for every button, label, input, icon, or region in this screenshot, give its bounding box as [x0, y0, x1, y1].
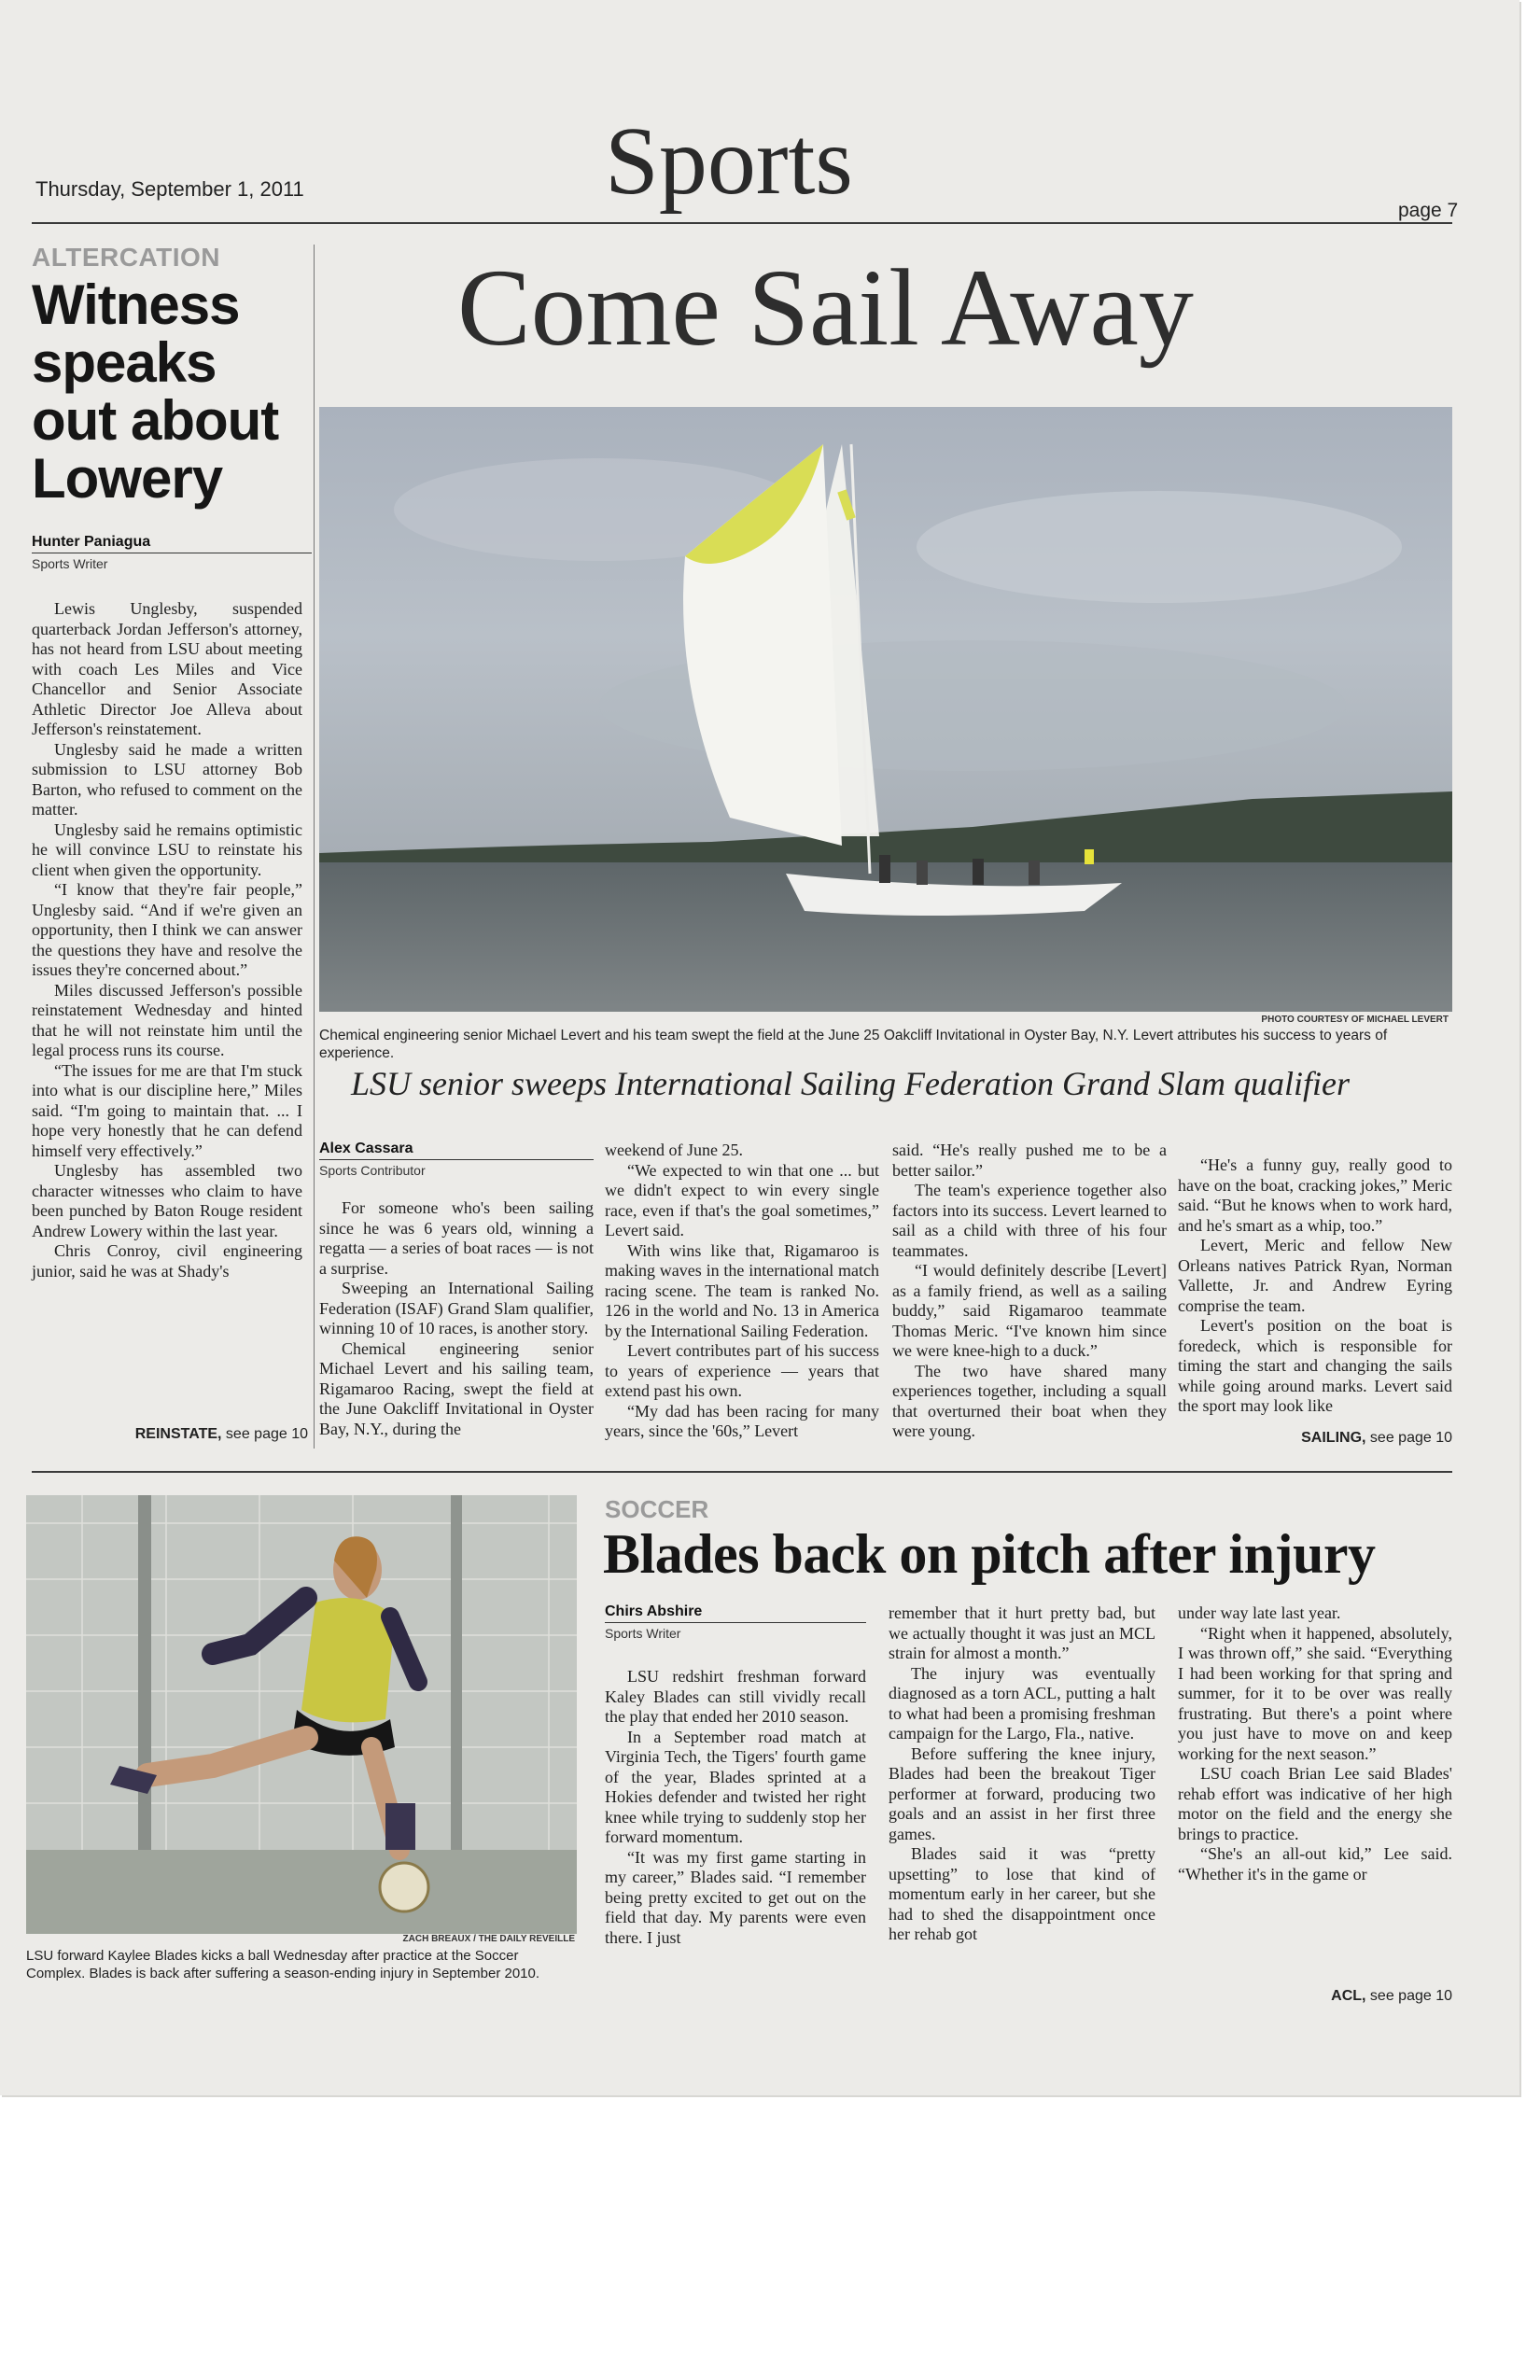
paragraph: LSU coach Brian Lee said Blades' rehab effort was indicative of her high motor on the field and the energy she brings to practice. [1178, 1764, 1452, 1843]
bottom-headline: Blades back on pitch after injury [603, 1523, 1376, 1585]
paragraph: Unglesby has assembled two character witnesses who claim to have been punched by Baton Rouge resident Andrew Lowery within the last year. [32, 1161, 302, 1240]
paragraph: LSU redshirt freshman forward Kaley Blades can still vividly recall the play that ended her 2010 season. [605, 1667, 866, 1726]
bottom-col-1 [605, 1667, 866, 1948]
paragraph: “We expected to win that one ... but we didn't expect to win every single race, even if that's the goal sometimes,” Levert said. [605, 1160, 879, 1239]
left-headline-line: out about [32, 389, 279, 452]
paragraph: “The issues for me are that I'm stuck into what is our discipline here,” Miles said. “I'm going to maintain that. ... I hope very honestly that he can defend himself very effectively.” [32, 1060, 302, 1160]
paragraph: “I would definitely describe [Levert] as a family friend, as well as a sailing buddy,” said Rigamaroo teammate Thomas Meric. “I've known him since we were knee-high to a duck.” [892, 1261, 1167, 1360]
left-headline-line: Lowery [32, 447, 223, 510]
paragraph: Before suffering the knee injury, Blades had been the breakout Tiger performer at forward, producing two goals and an assist in her first three games. [889, 1743, 1155, 1843]
left-headline [32, 273, 312, 510]
paragraph: The team's experience together also factors into its success. Levert learned to sail as a child with three of his four teammates. [892, 1181, 1167, 1260]
jump-page: see page 10 [1369, 1430, 1452, 1446]
soccer-photo-credit: ZACH BREAUX / THE DAILY REVEILLE [402, 1934, 575, 1944]
jump-page: see page 10 [225, 1426, 308, 1442]
sailing-photo [319, 407, 1452, 1012]
left-column-rule [314, 245, 315, 1449]
soccer-photo [26, 1495, 577, 1934]
main-jump-line [1178, 1430, 1452, 1447]
left-headline-line: Witness [32, 273, 240, 336]
sailing-photo-caption: Chemical engineering senior Michael Levert and his team swept the field at the June 25 Oakcliff Invitational in Oyster Bay, N.Y. Levert attributes his success to years of experience. [319, 1028, 1388, 1061]
bottom-col-3 [1178, 1603, 1452, 1884]
section-title: Sports [605, 107, 853, 215]
main-col-3 [892, 1141, 1167, 1442]
left-story-body [32, 599, 302, 1281]
bottom-kicker: SOCCER [605, 1495, 709, 1523]
page-number: page 7 [1398, 200, 1459, 221]
header-rule [32, 222, 1452, 224]
jump-page: see page 10 [1369, 1988, 1452, 2004]
bottom-byline [605, 1603, 866, 1641]
bottom-byline-role: Sports Writer [605, 1626, 681, 1641]
paragraph: Levert contributes part of his success to years of experience — years that extend past his own. [605, 1341, 879, 1400]
paragraph: Unglesby said he remains optimistic he will convince LSU to reinstate his client when given the opportunity. [32, 819, 302, 879]
main-col-2 [605, 1141, 879, 1442]
paragraph: With wins like that, Rigamaroo is making waves in the international match racing scene. The team is ranked No. 126 in the world and No. 13 in America by the International Sailing Federation. [605, 1240, 879, 1340]
jump-label: REINSTATE, [134, 1426, 222, 1442]
paragraph: under way late last year. [1178, 1603, 1341, 1622]
left-byline-name: Hunter Paniagua [32, 534, 151, 550]
main-byline [319, 1141, 594, 1178]
jump-label: ACL, [1331, 1988, 1366, 2004]
paragraph: In a September road match at Virginia Tech, the Tigers' fourth game of the year, Blades sprinted at a Hokies defender and twisted her right knee while trying to suddenly stop her forward momentum. [605, 1727, 866, 1846]
sailboat-image [319, 407, 1452, 1012]
left-byline-role: Sports Writer [32, 556, 108, 571]
section-divider [32, 1471, 1452, 1473]
main-byline-name: Alex Cassara [319, 1141, 413, 1156]
paragraph: “He's a funny guy, really good to have on the boat, cracking jokes,” Meric said. “But he knows when to work hard, and he's smart as a whip, too.” [1178, 1155, 1452, 1235]
paragraph: Sweeping an International Sailing Federation (ISAF) Grand Slam qualifier, winning 10 of 10 races, is another story. [319, 1279, 594, 1337]
soccer-player-image [26, 1495, 577, 1934]
paragraph: Chris Conroy, civil engineering junior, said he was at Shady's [32, 1241, 302, 1281]
paragraph: said. “He's really pushed me to be a better sailor.” [892, 1141, 1167, 1180]
issue-date: Thursday, September 1, 2011 [35, 177, 304, 201]
bottom-byline-name: Chirs Abshire [605, 1603, 703, 1619]
paragraph: Lewis Unglesby, suspended quarterback Jordan Jefferson's attorney, has not heard from LSU about meeting with coach Les Miles and Vice Chancellor and Senior Associate Athletic Director Joe Alleva about Jefferson's reinstatement. [32, 599, 302, 738]
paragraph: The two have shared many experiences together, including a squall that overturned their boat when they were young. [892, 1361, 1167, 1440]
paragraph: remember that it hurt pretty bad, but we actually thought it was just an MCL strain for almost a month.” [889, 1603, 1155, 1662]
paragraph: “It was my first game starting in my career,” Blades said. “I remember being pretty excited to get out on the field that day. My parents were even there. I just [605, 1847, 866, 1947]
paragraph: “I know that they're fair people,” Unglesby said. “And if we're given an opportunity, then I think we can answer the questions they have and resolve the issues they're concerned about.” [32, 880, 302, 979]
main-byline-role: Sports Contributor [319, 1163, 426, 1178]
sailing-photo-credit: PHOTO COURTESY OF MICHAEL LEVERT [1261, 1015, 1449, 1025]
paragraph: “Right when it happened, absolutely, I was thrown off,” she said. “Everything I had been working for that spring and summer, for it to be over was really frustrating. But there's a point where you just have to move on and keep working for the next season.” [1178, 1623, 1452, 1763]
paragraph: Blades said it was “pretty upsetting” to lose that kind of momentum early in her career, but she had to shed the disappointment once her rehab got [889, 1844, 1155, 1943]
left-headline-line: speaks [32, 331, 217, 394]
paragraph: For someone who's been sailing since he was 6 years old, winning a regatta — a series of boat races — is not a surprise. [319, 1198, 594, 1278]
paragraph: Levert, Meric and fellow New Orleans natives Patrick Ryan, Norman Vallette, Jr. and Andrew Eyring comprise the team. [1178, 1236, 1452, 1315]
left-jump-line [32, 1426, 308, 1443]
main-headline: Come Sail Away [457, 246, 1194, 369]
paragraph: Unglesby said he made a written submission to LSU attorney Bob Barton, who refused to comment on the matter. [32, 739, 302, 819]
soccer-photo-caption: LSU forward Kaylee Blades kicks a ball Wednesday after practice at the Soccer Complex. Blades is back after suffering a season-ending injury in September 2010. [26, 1948, 540, 1981]
left-kicker: ALTERCATION [32, 243, 220, 272]
left-story [32, 235, 312, 1449]
jump-label: SAILING, [1301, 1430, 1366, 1446]
paragraph: “She's an all-out kid,” Lee said. “Whether it's in the game or [1178, 1844, 1452, 1883]
bottom-jump-line [1178, 1988, 1452, 2005]
paragraph: The injury was eventually diagnosed as a torn ACL, putting a halt to what had been a promising freshman campaign for the Largo, Fla., native. [889, 1663, 1155, 1743]
main-col-1 [319, 1198, 594, 1439]
paragraph: Levert's position on the boat is foredeck, which is responsible for timing the start and changing the sails while going around marks. Levert said the sport may look like [1178, 1316, 1452, 1415]
paragraph: weekend of June 25. [605, 1141, 743, 1159]
paragraph: Chemical engineering senior Michael Levert and his sailing team, Rigamaroo Racing, swept the field at the June Oakcliff Invitational in Oyster Bay, N.Y., during the [319, 1338, 594, 1438]
main-subhead: LSU senior sweeps International Sailing Federation Grand Slam qualifier [351, 1065, 1350, 1102]
main-col-4 [1178, 1155, 1452, 1417]
paragraph: Miles discussed Jefferson's possible reinstatement Wednesday and hinted that he will not reinstate him until the legal process runs its course. [32, 980, 302, 1059]
bottom-col-2 [889, 1603, 1155, 1945]
paragraph: “My dad has been racing for many years, since the '60s,” Levert [605, 1401, 879, 1440]
